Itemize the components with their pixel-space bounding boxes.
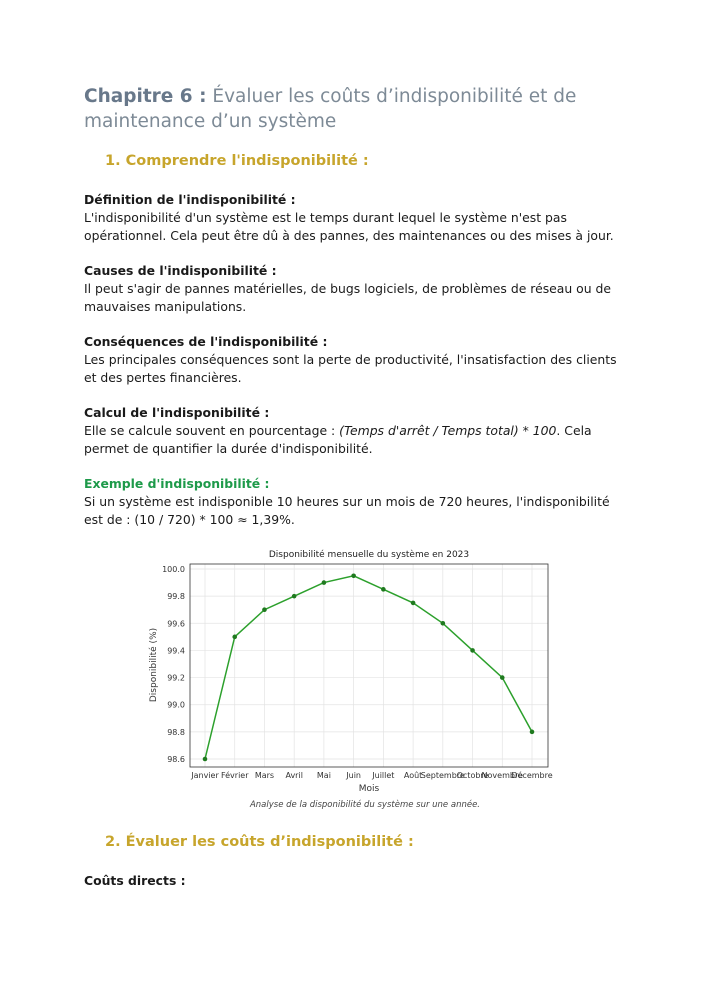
y-tick-label: 98.6 bbox=[167, 755, 185, 764]
consequences-label: Conséquences de l'indisponibilité : bbox=[84, 334, 328, 349]
x-tick-label: Mars bbox=[254, 771, 275, 780]
data-point-avril bbox=[292, 594, 297, 599]
calcul-text-before: Elle se calcule souvent en pourcentage : bbox=[84, 423, 340, 438]
chapter-title bbox=[84, 84, 644, 134]
y-tick-label: 99.8 bbox=[167, 592, 185, 602]
y-axis-ticks bbox=[162, 565, 185, 764]
data-point-juin bbox=[351, 573, 356, 578]
chapter-number: Chapitre 6 : bbox=[84, 86, 207, 107]
data-point-janvier bbox=[203, 757, 208, 762]
section-heading-2: 2. Évaluer les coûts d’indisponibilité : bbox=[105, 834, 414, 850]
calcul-formula: (Temps d'arrêt / Temps total) * 100 bbox=[339, 423, 557, 438]
definition-block bbox=[84, 191, 629, 245]
exemple-text: Si un système est indisponible 10 heures sur un mois de 720 heures, l'indisponibilité est de : (10 / 720) * 100 ≈ 1,39%. bbox=[84, 494, 610, 527]
x-axis-label: Mois bbox=[358, 784, 380, 794]
consequences-block bbox=[84, 333, 629, 387]
data-point-mars bbox=[262, 607, 267, 612]
definition-text: L'indisponibilité d'un système est le temps durant lequel le système n'est pas opérationnel. Cela peut être dû à des pannes, des maintenances ou des mises à jour. bbox=[84, 210, 614, 243]
availability-line-chart bbox=[140, 543, 570, 798]
calcul-label: Calcul de l'indisponibilité : bbox=[84, 405, 270, 420]
data-point-août bbox=[411, 601, 416, 606]
causes-text: Il peut s'agir de pannes matérielles, de bugs logiciels, de problèmes de réseau ou de mauvaises manipulations. bbox=[84, 281, 612, 314]
data-point-septembre bbox=[441, 621, 446, 626]
x-tick-label: Janvier bbox=[191, 771, 219, 780]
x-tick-label: Octobre bbox=[456, 771, 489, 780]
y-tick-label: 100.0 bbox=[162, 565, 185, 574]
calcul-text-after: . Cela permet de quantifier la durée d'indisponibilité. bbox=[84, 423, 592, 456]
x-tick-label: Février bbox=[220, 771, 249, 780]
x-tick-label: Juillet bbox=[372, 771, 395, 780]
y-tick-label: 99.2 bbox=[167, 673, 185, 683]
x-axis-ticks bbox=[190, 770, 552, 780]
x-tick-label: Août bbox=[403, 771, 423, 780]
consequences-text: Les principales conséquences sont la perte de productivité, l'insatisfaction des clients et des pertes financières. bbox=[84, 352, 617, 385]
exemple-block bbox=[84, 475, 629, 529]
data-point-décembre bbox=[530, 730, 535, 735]
x-tick-label: Septembre bbox=[420, 771, 465, 780]
data-points bbox=[203, 573, 535, 761]
x-tick-label: Avril bbox=[285, 771, 303, 780]
y-tick-label: 99.0 bbox=[167, 700, 185, 710]
x-tick-label: Mai bbox=[316, 771, 331, 780]
y-tick-label: 99.6 bbox=[167, 619, 185, 629]
chart-title: Disponibilité mensuelle du système en 2023 bbox=[268, 550, 470, 560]
y-tick-label: 98.8 bbox=[167, 727, 185, 737]
couts-directs-label: Coûts directs : bbox=[84, 873, 186, 888]
definition-label: Définition de l'indisponibilité : bbox=[84, 192, 296, 207]
y-axis-label: Disponibilité (%) bbox=[149, 627, 159, 703]
chart-grid bbox=[190, 564, 548, 767]
chart-caption: Analyse de la disponibilité du système sur une année. bbox=[249, 800, 481, 810]
chapter-title-text: Évaluer les coûts d’indisponibilité et de maintenance d’un système bbox=[84, 86, 577, 132]
calcul-block bbox=[84, 404, 629, 458]
causes-block bbox=[84, 262, 629, 316]
section-heading-1: 1. Comprendre l'indisponibilité : bbox=[105, 153, 369, 169]
calcul-text bbox=[84, 422, 629, 458]
y-tick-label: 99.4 bbox=[167, 646, 185, 656]
x-tick-label: Décembre bbox=[511, 771, 553, 780]
plot-frame bbox=[190, 564, 548, 767]
data-point-octobre bbox=[470, 648, 475, 653]
causes-label: Causes de l'indisponibilité : bbox=[84, 263, 277, 278]
data-point-février bbox=[232, 635, 237, 640]
data-point-juillet bbox=[381, 587, 386, 592]
x-tick-label: Juin bbox=[346, 771, 362, 780]
data-point-mai bbox=[322, 580, 327, 585]
data-point-novembre bbox=[500, 675, 505, 680]
x-tick-label: Novembre bbox=[481, 771, 523, 780]
exemple-label: Exemple d'indisponibilité : bbox=[84, 476, 270, 491]
